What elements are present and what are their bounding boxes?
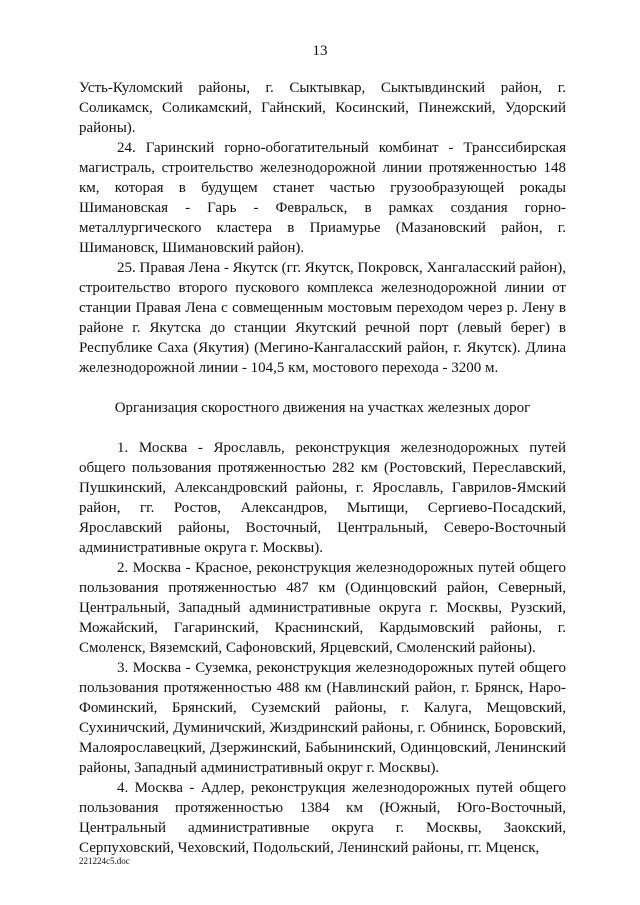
paragraph-item-4: 4. Москва - Адлер, реконструкция железнодорожных путей общего пользования протяженностью 1384 км (Южный, Юго-Восточный, Центральный административные округа г. Москвы, Заокский, Серпуховский, Чеховский, Подольский, Ленинский районы, гг. Мценск, — [79, 780, 566, 856]
section-heading: Организация скоростного движения на участках железных дорог — [114, 400, 531, 416]
page-number: 13 — [312, 43, 328, 59]
document-body — [79, 78, 566, 858]
paragraph-item-25: 25. Правая Лена - Якутск (гг. Якутск, Покровск, Хангаласский район), строительство второго пускового комплекса железнодорожной линии от станции Правая Лена с совмещенным мостовым переходом через р. Лену в районе г. Якутска до станции Якутский речной порт (левый берег) в Республике Саха (Якутия) (Мегино-Кангаласский район, г. Якутск). Длина железнодорожной линии - 104,5 км, мостового перехода - 3200 м. — [79, 260, 567, 376]
paragraph-item-2: 2. Москва - Красное, реконструкция железнодорожных путей общего пользования протяженностью 487 км (Одинцовский район, Северный, Центральный, Западный административные округа г. Москвы, Рузский, Можайский, Гагаринский, Краснинский, Кардымовский районы, г. Смоленск, Вяземский, Сафоновский, Ярцевский, Смоленский районы). — [79, 560, 566, 656]
paragraph-continuation: Усть-Куломский районы, г. Сыктывкар, Сыктывдинский район, г. Соликамск, Соликамский, Гайнский, Косинский, Пинежский, Удорский районы). — [79, 80, 566, 136]
paragraph-item-3: 3. Москва - Суземка, реконструкция железнодорожных путей общего пользования протяженностью 488 км (Навлинский район, г. Брянск, Наро-Фоминский, Брянский, Суземский районы, г. Калуга, Мещовский, Сухиничский, Думиничский, Жиздринский районы, г. Обнинск, Боровский, Малоярославецкий, Дзержинский, Бабынинский, Одинцовский, Ленинский районы, Западный административный округ г. Москвы). — [79, 660, 566, 776]
paragraph-item-1: 1. Москва - Ярославль, реконструкция железнодорожных путей общего пользования протяженностью 282 км (Ростовский, Переславский, Пушкинский, Александровский районы, г. Ярославль, Гаврилов-Ямский район, гг. Ростов, Александров, Мытищи, Сергиево-Посадский, Ярославский районы, Восточный, Центральный, Северо-Восточный административные округа г. Москвы). — [79, 440, 566, 556]
footer-file-code: 221224c5.doc — [79, 856, 130, 866]
paragraph-item-24: 24. Гаринский горно-обогатительный комбинат - Транссибирская магистраль, строительство железнодорожной линии протяженностью 148 км, которая в будущем станет частью грузообразующей рокады Шимановская - Гарь - Февральск, в рамках создания горно-металлургического кластера в Приамурье (Мазановский район, г. Шимановск, Шимановский район). — [79, 140, 566, 256]
